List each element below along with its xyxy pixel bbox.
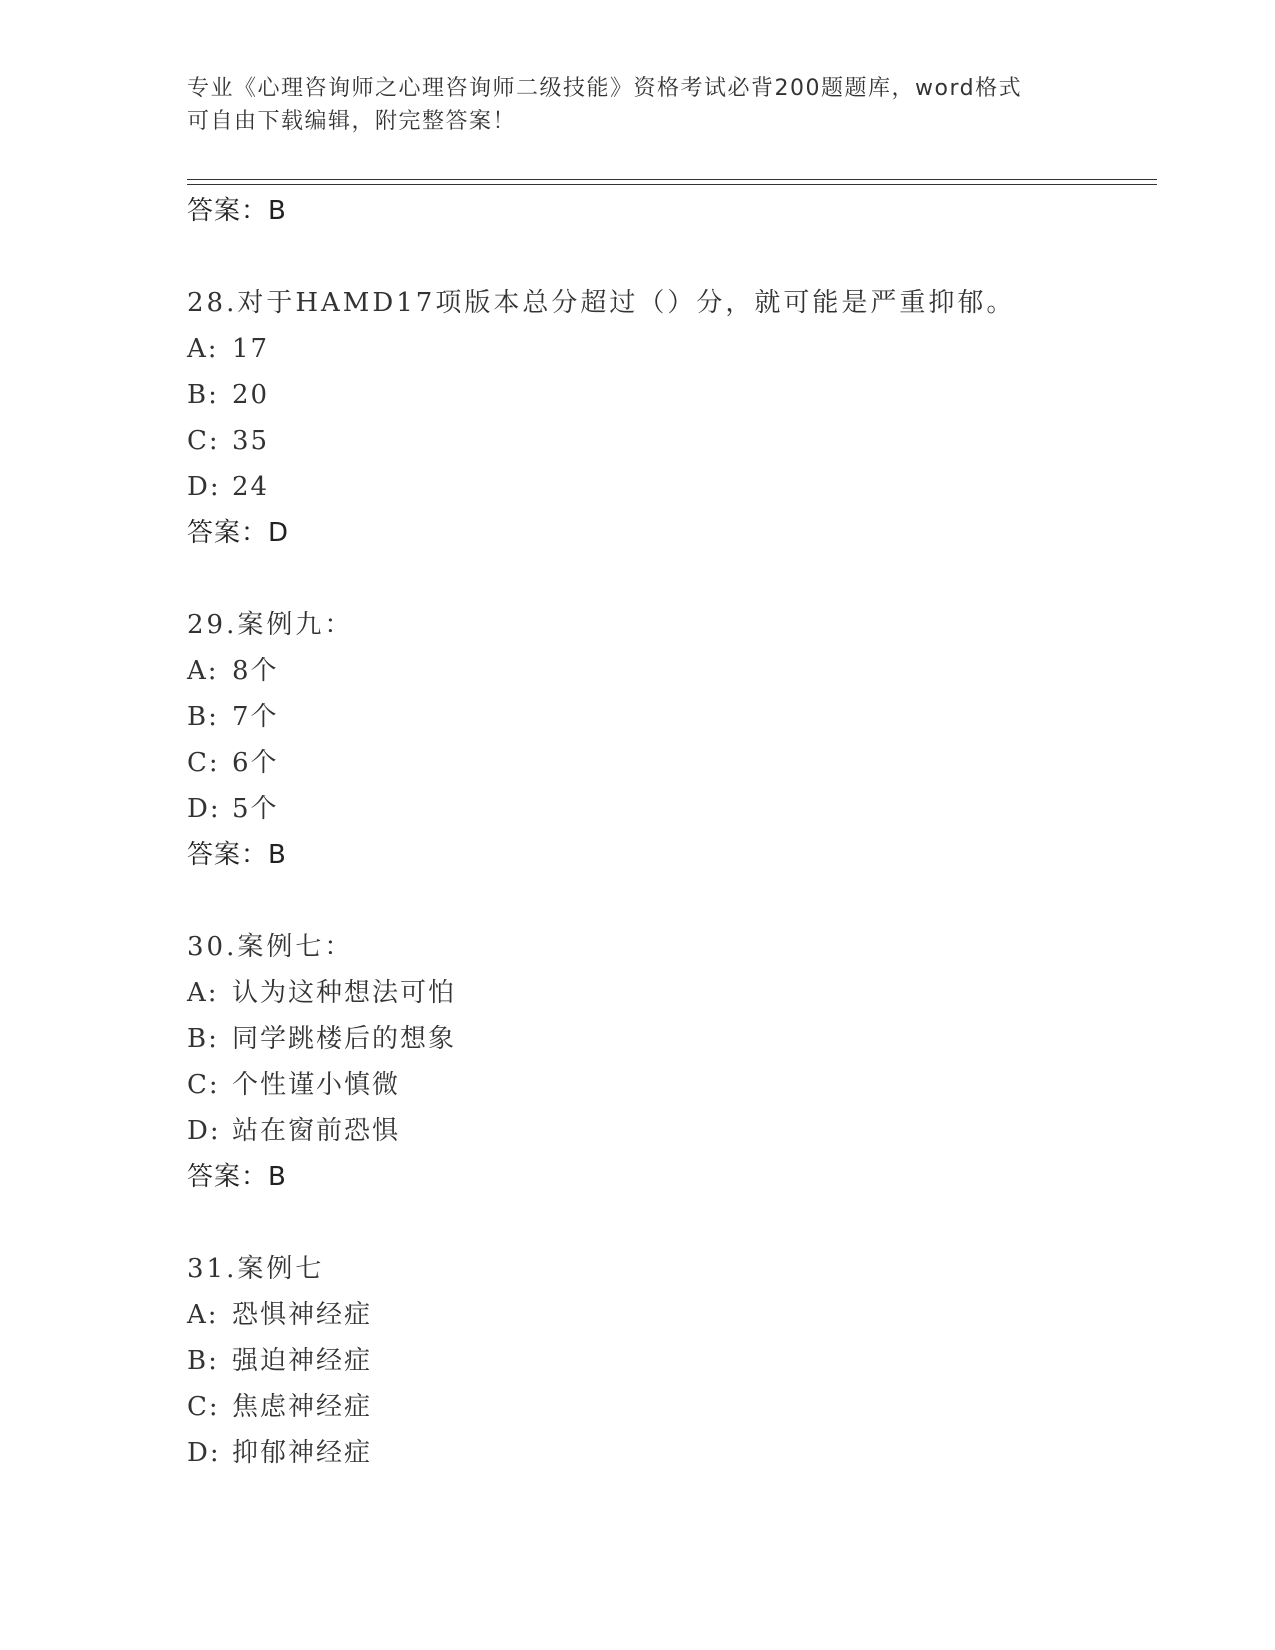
option-label: D:	[187, 1438, 221, 1468]
option-text: 焦虑神经症	[232, 1392, 373, 1422]
option-text: 8个	[232, 656, 279, 686]
option-text: 抑郁神经症	[232, 1438, 373, 1468]
option-item	[187, 326, 1187, 372]
option-item	[187, 740, 1187, 786]
option-text: 5个	[232, 794, 279, 824]
option-label: B:	[187, 1346, 219, 1376]
header-divider-bottom	[187, 184, 1157, 185]
option-item	[187, 1292, 1187, 1338]
question-title: 28.对于HAMD17项版本总分超过（）分，就可能是严重抑郁。	[187, 288, 1016, 318]
option-text: 同学跳楼后的想象	[232, 1024, 457, 1054]
answer-line: 答案：B	[187, 840, 287, 870]
question-title: 30.案例七：	[187, 932, 354, 962]
option-item	[187, 1384, 1187, 1430]
option-label: D:	[187, 794, 221, 824]
option-item	[187, 1016, 1187, 1062]
option-text: 站在窗前恐惧	[232, 1116, 401, 1146]
option-text: 35	[232, 426, 270, 456]
question-block	[187, 924, 1187, 1200]
option-item	[187, 1108, 1187, 1154]
option-text: 强迫神经症	[232, 1346, 373, 1376]
option-text: 恐惧神经症	[232, 1300, 373, 1330]
option-item	[187, 694, 1187, 740]
option-item	[187, 372, 1187, 418]
option-text: 个性谨小慎微	[232, 1070, 401, 1100]
option-label: D:	[187, 472, 221, 502]
option-label: C:	[187, 426, 220, 456]
option-label: A:	[187, 1300, 219, 1330]
header-line-1: 专业《心理咨询师之心理咨询师二级技能》资格考试必背200题题库，word格式	[187, 76, 1023, 101]
option-label: C:	[187, 1070, 220, 1100]
option-label: A:	[187, 334, 219, 364]
option-label: A:	[187, 978, 219, 1008]
header-divider-top	[187, 179, 1157, 180]
option-text: 认为这种想法可怕	[232, 978, 457, 1008]
answer-line: 答案：B	[187, 1162, 287, 1192]
question-title: 29.案例九：	[187, 610, 354, 640]
option-label: D:	[187, 1116, 221, 1146]
option-item	[187, 1062, 1187, 1108]
option-label: B:	[187, 1024, 219, 1054]
question-block	[187, 280, 1187, 556]
option-label: C:	[187, 1392, 220, 1422]
option-item	[187, 786, 1187, 832]
option-text: 6个	[232, 748, 279, 778]
question-block	[187, 602, 1187, 878]
option-label: C:	[187, 748, 220, 778]
option-label: A:	[187, 656, 219, 686]
question-list	[187, 188, 1187, 1476]
answer-line: 答案：D	[187, 518, 290, 548]
option-item	[187, 1338, 1187, 1384]
option-item	[187, 418, 1187, 464]
option-item	[187, 648, 1187, 694]
option-item	[187, 464, 1187, 510]
header-line-2: 可自由下载编辑，附完整答案！	[187, 109, 517, 134]
option-text: 17	[232, 334, 270, 364]
option-text: 24	[232, 472, 270, 502]
option-text: 7个	[232, 702, 279, 732]
answer-line: 答案：B	[187, 196, 287, 226]
option-label: B:	[187, 702, 219, 732]
question-title: 31.案例七	[187, 1254, 325, 1284]
option-item	[187, 1430, 1187, 1476]
option-item	[187, 970, 1187, 1016]
option-text: 20	[232, 380, 270, 410]
option-label: B:	[187, 380, 219, 410]
question-block	[187, 1246, 1187, 1476]
document-header	[187, 72, 1087, 138]
